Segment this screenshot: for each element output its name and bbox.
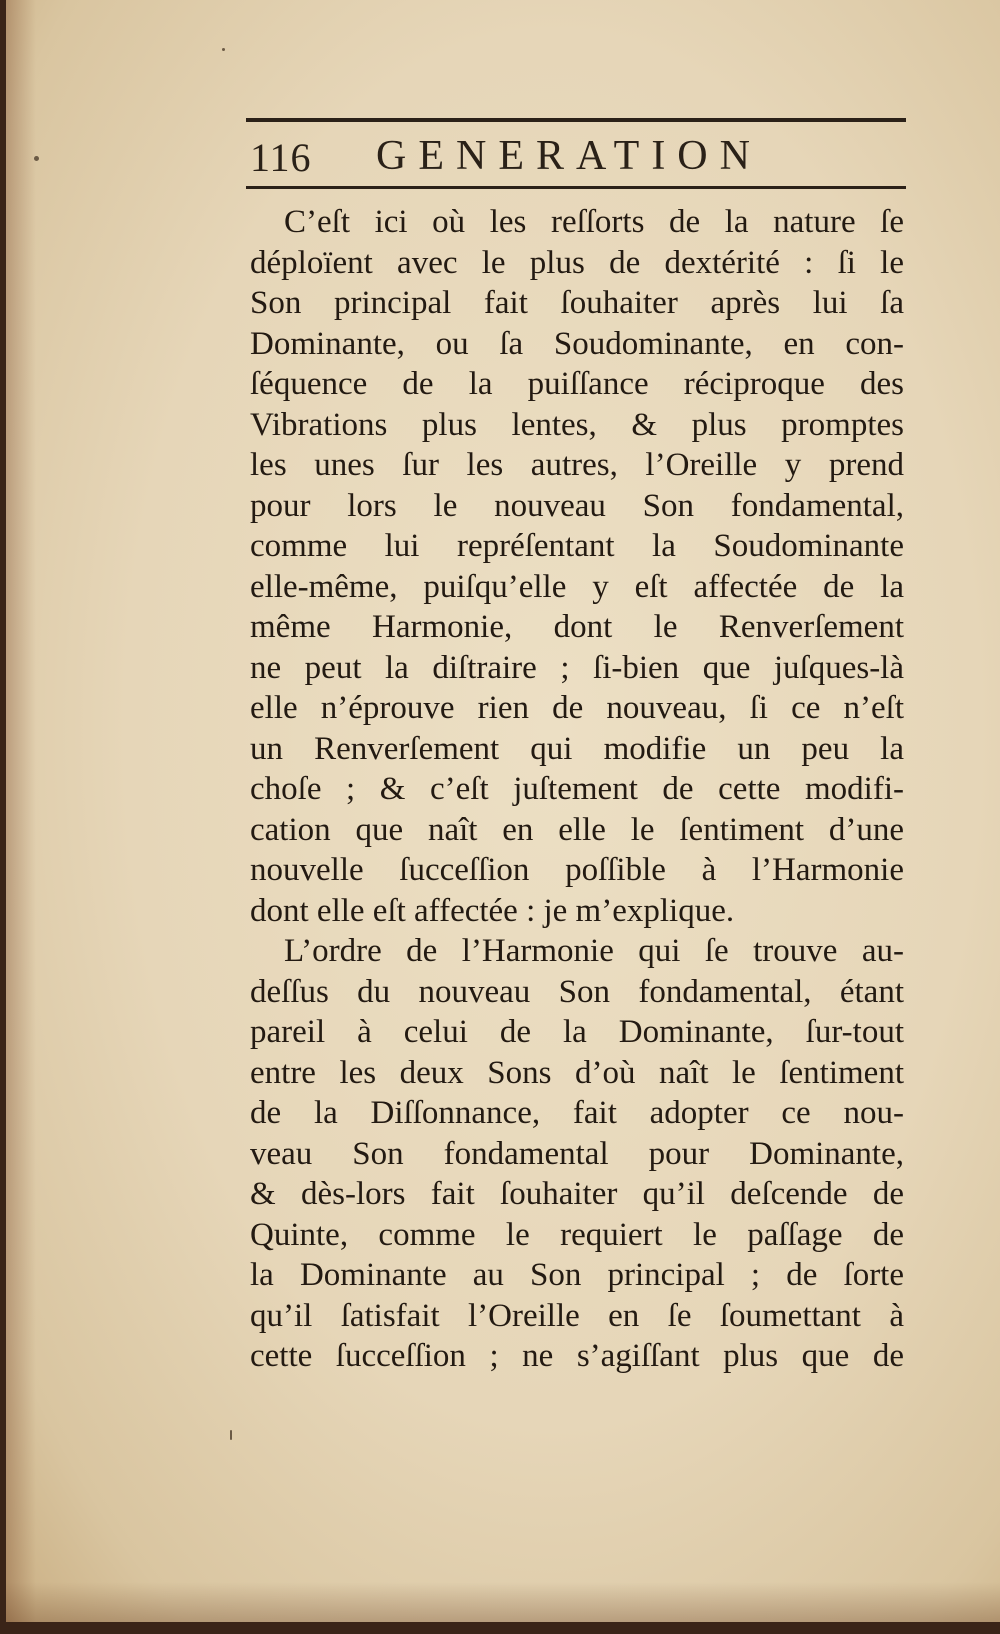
header-bottom-rule <box>246 186 906 189</box>
text-line: L’ordre de l’Harmonie qui ſe trouve au- <box>284 933 904 969</box>
text-line: ſéquence de la puiſſance réciproque des <box>250 366 904 402</box>
text-line: cation que naît en elle le ſentiment d’une <box>250 811 904 848</box>
text-line: les unes ſur les autres, l’Oreille y prend <box>250 447 904 483</box>
text-line: C’eſt ici où les reſſorts de la nature ſe <box>284 204 904 240</box>
text-line: Quinte, comme le requiert le paſſage de <box>250 1216 904 1253</box>
header-top-rule <box>246 118 906 122</box>
text-line: de la Diſſonnance, fait adopter ce nou- <box>250 1095 904 1131</box>
text-line: même Harmonie, dont le Renverſement <box>250 609 904 645</box>
text-line: entre les deux Sons d’où naît le ſentiment <box>250 1054 904 1091</box>
text-line: ne peut la diſtraire ; ſi-bien que juſques-là <box>250 649 904 686</box>
book-page <box>6 0 1000 1622</box>
paper-speck <box>230 1430 232 1440</box>
text-line: un Renverſement qui modifie un peu la <box>250 730 904 767</box>
text-line: comme lui repréſentant la Soudominante <box>250 528 904 564</box>
text-line: Vibrations plus lentes, & plus promptes <box>250 406 904 443</box>
text-line: Dominante, ou ſa Soudominante, en con- <box>250 325 904 362</box>
page-number: 116 <box>250 135 312 180</box>
text-line: choſe ; & c’eſt juſtement de cette modifi- <box>250 771 904 807</box>
text-line: elle-même, puiſqu’elle y eſt affectée de la <box>250 568 904 605</box>
text-line: nouvelle ſucceſſion poſſible à l’Harmonie <box>250 852 904 888</box>
text-line: elle n’éprouve rien de nouveau, ſi ce n’eſt <box>250 690 904 726</box>
text-line: pareil à celui de la Dominante, ſur-tout <box>250 1014 904 1050</box>
text-line: déploïent avec le plus de dextérité : ſi le <box>250 244 904 281</box>
text-line: & dès-lors fait ſouhaiter qu’il deſcende de <box>250 1176 904 1212</box>
text-line: cette ſucceſſion ; ne s’agiſſant plus que de <box>250 1338 904 1374</box>
text-line: veau Son fondamental pour Dominante, <box>250 1135 904 1172</box>
text-line: la Dominante au Son principal ; de ſorte <box>250 1257 904 1293</box>
paper-speck <box>222 48 225 51</box>
text-line: Son principal fait ſouhaiter après lui ſa <box>250 285 904 321</box>
text-line: qu’il ſatisfait l’Oreille en ſe ſoumettant à <box>250 1297 904 1334</box>
body-text <box>250 202 904 1377</box>
paper-speck <box>34 156 39 161</box>
text-line: deſſus du nouveau Son fondamental, étant <box>250 973 904 1010</box>
page-header <box>250 130 910 182</box>
text-line: dont elle eſt affectée : je m’explique. <box>250 892 735 929</box>
running-head: GENERATION <box>376 133 762 179</box>
text-line: pour lors le nouveau Son fondamental, <box>250 487 904 524</box>
